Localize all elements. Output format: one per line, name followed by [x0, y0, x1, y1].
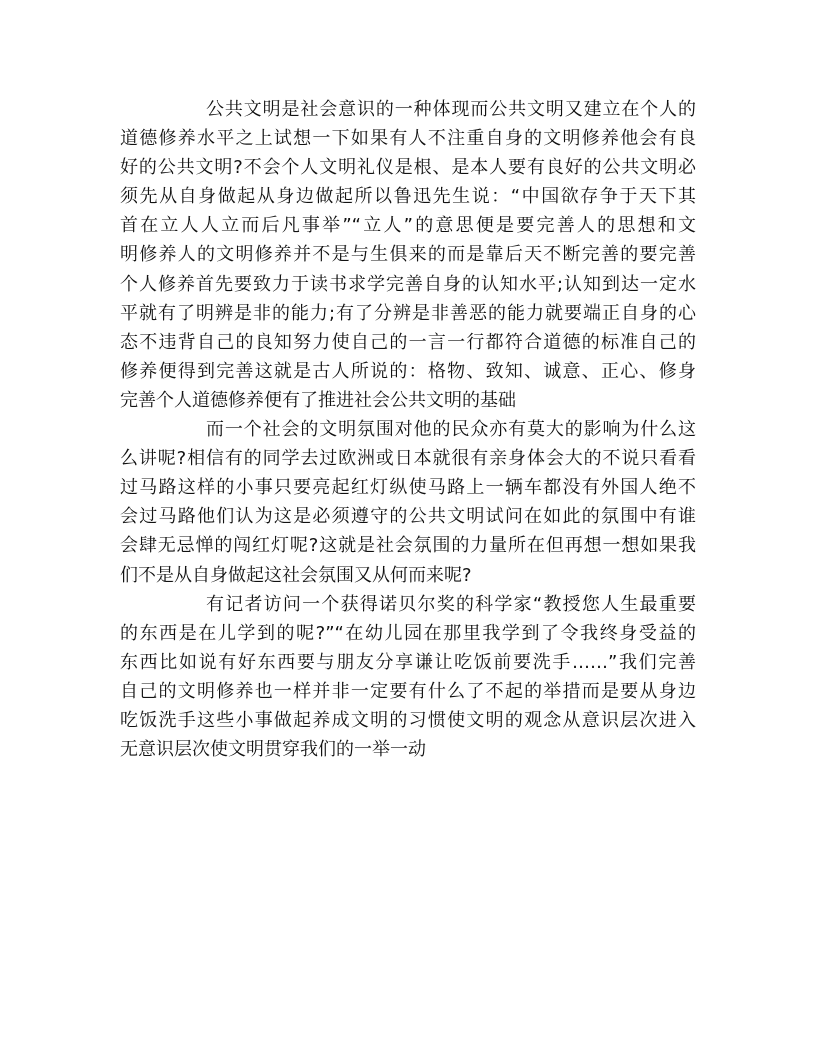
text-line: 会肆无忌惮的闯红灯呢?这就是社会氛围的力量所在但再想一想如果我	[120, 535, 696, 557]
text-line: 们不是从自身做起这社会氛围又从何而来呢?	[120, 564, 472, 586]
text-line: 会过马路他们认为这是必须遵守的公共文明试问在如此的氛围中有谁	[120, 506, 696, 528]
text-line: 个人修养首先要致力于读书求学完善自身的认知水平;认知到达一定水	[120, 273, 696, 295]
text-line: 么讲呢?相信有的同学去过欧洲或日本就很有亲身体会大的不说只看看	[120, 448, 696, 470]
text-line: 修养便得到完善这就是古人所说的：格物、致知、诚意、正心、修身	[120, 360, 696, 382]
document-page	[120, 95, 696, 764]
text-line: 明修养人的文明修养并不是与生俱来的而是靠后天不断完善的要完善	[120, 244, 696, 266]
text-line: 好的公共文明?不会个人文明礼仪是根、是本人要有良好的公共文明必	[120, 157, 696, 179]
text-line: 道德修养水平之上试想一下如果有人不注重自身的文明修养他会有良	[120, 128, 696, 150]
text-line: 完善个人道德修养便有了推进社会公共文明的基础	[120, 389, 516, 411]
paragraph-1	[120, 95, 696, 415]
text-line: 自己的文明修养也一样并非一定要有什么了不起的举措而是要从身边	[120, 680, 696, 702]
text-line: 东西比如说有好东西要与朋友分享谦让吃饭前要洗手……”我们完善	[120, 651, 696, 673]
paragraph-2	[120, 415, 696, 590]
text-line: 公共文明是社会意识的一种体现而公共文明又建立在个人的	[206, 99, 696, 120]
paragraph-3	[120, 590, 696, 765]
text-line: 的东西是在儿学到的呢?”“在幼儿园在那里我学到了令我终身受益的	[120, 622, 696, 644]
text-line: 须先从自身做起从身边做起所以鲁迅先生说：“中国欲存争于天下其	[120, 186, 696, 208]
text-line: 过马路这样的小事只要亮起红灯纵使马路上一辆车都没有外国人绝不	[120, 477, 696, 499]
text-line: 而一个社会的文明氛围对他的民众亦有莫大的影响为什么这	[206, 419, 696, 441]
text-line: 无意识层次使文明贯穿我们的一举一动	[120, 739, 426, 761]
text-line: 首在立人人立而后凡事举”“立人”的意思便是要完善人的思想和文	[120, 215, 696, 237]
text-line: 态不违背自己的良知努力使自己的一言一行都符合道德的标准自己的	[120, 331, 696, 353]
text-line: 有记者访问一个获得诺贝尔奖的科学家“教授您人生最重要	[206, 593, 696, 615]
text-line: 吃饭洗手这些小事做起养成文明的习惯使文明的观念从意识层次进入	[120, 709, 696, 731]
text-line: 平就有了明辨是非的能力;有了分辨是非善恶的能力就要端正自身的心	[120, 302, 696, 324]
